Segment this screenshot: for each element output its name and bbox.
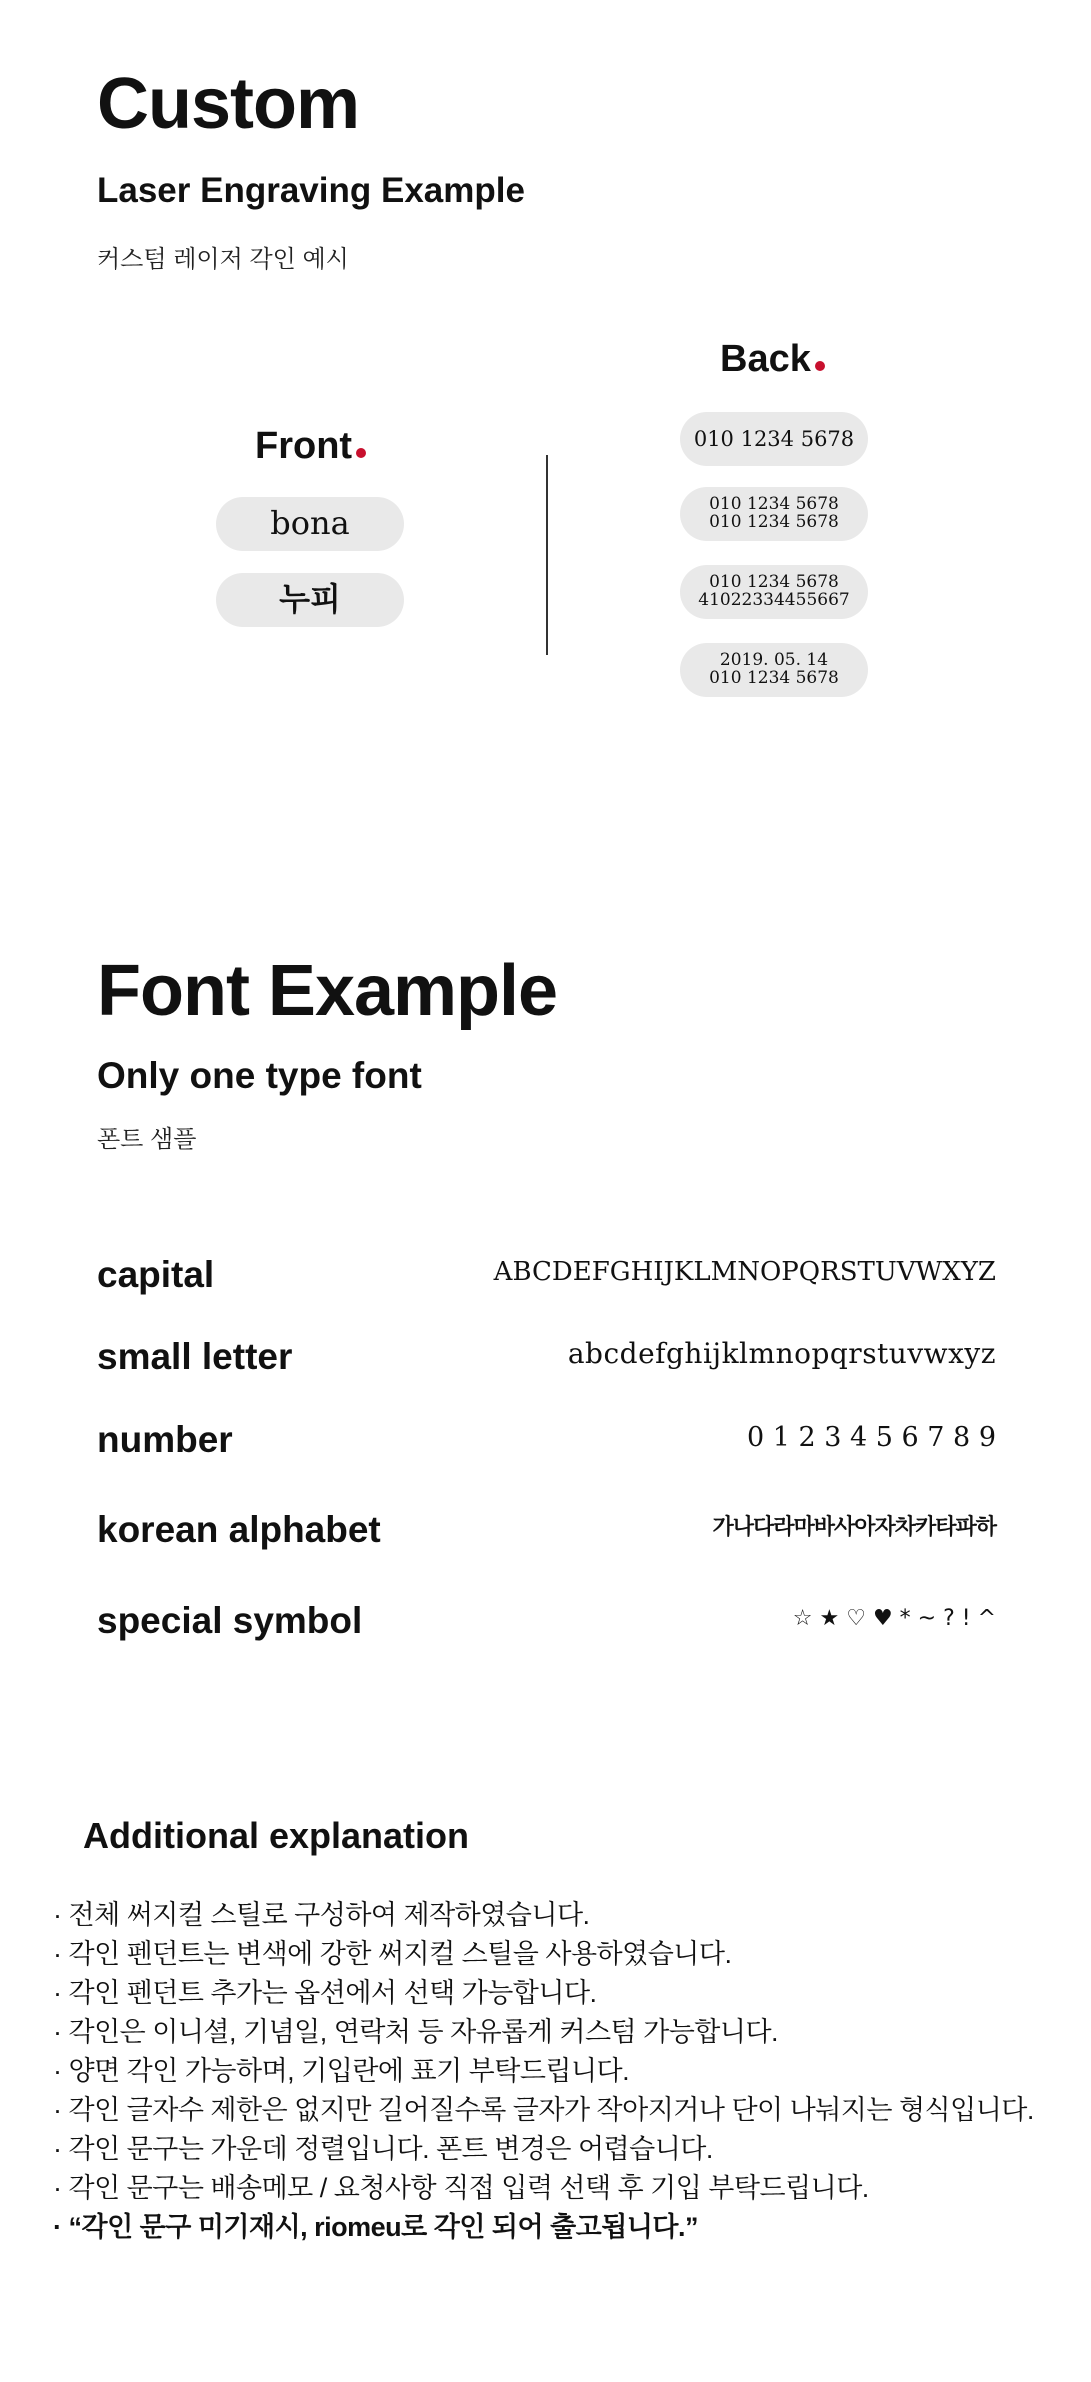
- back-title-text: Back: [720, 338, 811, 380]
- font-example-korean-caption: 폰트 샘플: [97, 1126, 197, 1153]
- back-pill-line: 41022334455667: [698, 590, 850, 610]
- font-row-label-number: number: [97, 1419, 233, 1460]
- font-row-label-korean: korean alphabet: [97, 1509, 381, 1550]
- back-pill-date-phone: [680, 643, 868, 697]
- accent-dot: [356, 448, 366, 458]
- front-title-text: Front: [255, 425, 353, 467]
- back-pill-two-phones: [680, 487, 868, 541]
- back-title: [720, 340, 825, 378]
- font-row-label-small: small letter: [97, 1336, 293, 1377]
- front-pill-name: [216, 497, 404, 551]
- explanation-item: · 각인 문구는 가운데 정렬입니다. 폰트 변경은 어렵습니다.: [53, 2134, 713, 2164]
- back-pill-phone-number: [680, 565, 868, 619]
- engraving-korean-caption: 커스텀 레이저 각인 예시: [97, 246, 349, 273]
- engraving-subtitle: Laser Engraving Example: [97, 171, 525, 210]
- front-pill-korean: [216, 573, 404, 627]
- additional-explanation-title: Additional explanation: [83, 1815, 470, 1856]
- back-pill-line: 010 1234 5678: [709, 572, 839, 593]
- explanation-item: · 각인 글자수 제한은 없지만 길어질수록 글자가 작아지거나 단이 나눠지는 형식입니다.: [53, 2095, 1034, 2125]
- front-back-divider: [546, 455, 548, 655]
- back-pill-phone: [680, 412, 868, 466]
- font-row-label-capital: capital: [97, 1254, 215, 1295]
- font-example-subtitle: Only one type font: [97, 1055, 422, 1096]
- back-pill-line: 2019. 05. 14: [719, 650, 829, 671]
- explanation-item: · 각인 문구는 배송메모 / 요청사항 직접 입력 선택 후 기입 부탁드립니다.: [53, 2173, 869, 2203]
- font-row-sample-number: 0 1 2 3 4 5 6 7 8 9: [746, 1422, 996, 1453]
- front-title: [255, 427, 366, 465]
- custom-title: Custom: [97, 64, 359, 144]
- font-row-sample-small: abcdefghijklmnopqrstuvwxyz: [567, 1337, 996, 1370]
- front-pill-text: 누피: [279, 580, 341, 619]
- explanation-item: · 각인 펜던트는 변색에 강한 써지컬 스틸을 사용하였습니다.: [53, 1939, 732, 1969]
- back-pill-line: 010 1234 5678: [693, 426, 855, 451]
- font-row-sample-capital: ABCDEFGHIJKLMNOPQRSTUVWXYZ: [493, 1257, 996, 1287]
- explanation-list: [53, 1896, 1034, 2247]
- explanation-item: · 각인은 이니셜, 기념일, 연락처 등 자유롭게 커스텀 가능합니다.: [53, 2017, 779, 2047]
- font-row-sample-special: ☆ ★ ♡ ♥ * ~ ? ! ^: [792, 1606, 996, 1631]
- back-pill-line: 010 1234 5678: [709, 512, 839, 532]
- explanation-item: · 각인 펜던트 추가는 옵션에서 선택 가능합니다.: [53, 1978, 597, 2008]
- explanation-item: · 전체 써지컬 스틸로 구성하여 제작하였습니다.: [53, 1900, 590, 1930]
- back-pill-line: 010 1234 5678: [709, 494, 839, 515]
- explanation-item: · 양면 각인 가능하며, 기입란에 표기 부탁드립니다.: [53, 2056, 630, 2086]
- explanation-item-emphasis: · “각인 문구 미기재시, riomeu로 각인 되어 출고됩니다.”: [53, 2212, 698, 2242]
- font-row-label-special: special symbol: [97, 1600, 363, 1641]
- accent-dot: [815, 361, 825, 371]
- font-row-sample-korean: 가나다라마바사아자차카타파하: [712, 1515, 996, 1540]
- font-example-title: Font Example: [97, 951, 558, 1031]
- back-pill-line: 010 1234 5678: [709, 668, 839, 688]
- front-pill-text: bona: [270, 504, 350, 543]
